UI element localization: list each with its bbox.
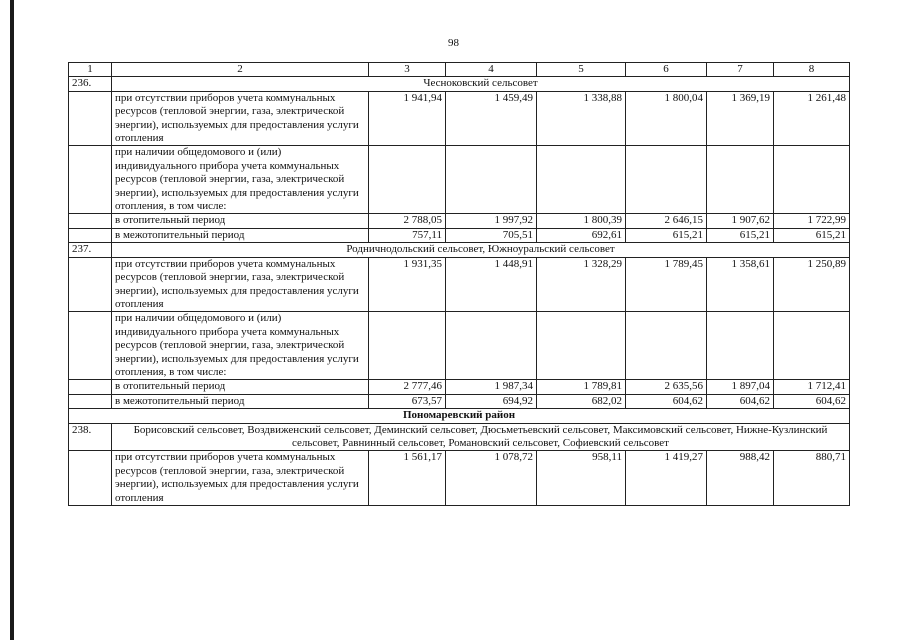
section-number: 238.	[69, 423, 112, 451]
table-cell: 880,71	[774, 451, 850, 506]
page-number: 98	[448, 37, 459, 49]
table-cell: 2 646,15	[626, 214, 707, 228]
table-cell: 1 800,39	[537, 214, 626, 228]
header-cell: 1	[69, 63, 112, 77]
table-cell: 1 261,48	[774, 91, 850, 146]
section-title-row	[69, 243, 850, 257]
table-row	[69, 214, 850, 228]
row-label: при отсутствии приборов учета коммунальных ресурсов (тепловой энергии, газа, электрической энергии), используемых для предоставления услуги отопления	[112, 451, 369, 506]
row-label: в межотопительный период	[112, 394, 369, 408]
table-cell: 604,62	[707, 394, 774, 408]
table-cell: 988,42	[707, 451, 774, 506]
tariff-table	[68, 62, 850, 506]
header-cell: 7	[707, 63, 774, 77]
row-label: при наличии общедомового и (или) индивидуального прибора учета коммунальных ресурсов (тепловой энергии, газа, электрической энергии), используемых для предоставления услуги отопления, в том числе:	[112, 146, 369, 214]
table-cell: 2 777,46	[369, 380, 446, 394]
section-title: Чесноковский сельсовет	[112, 77, 850, 91]
table-row	[69, 394, 850, 408]
header-cell: 6	[626, 63, 707, 77]
table-row	[69, 312, 850, 380]
table-cell: 604,62	[626, 394, 707, 408]
table-cell: 1 358,61	[707, 257, 774, 312]
header-cell: 2	[112, 63, 369, 77]
table-cell: 1 078,72	[446, 451, 537, 506]
section-number: 236.	[69, 77, 112, 91]
table-cell: 958,11	[537, 451, 626, 506]
table-cell: 1 722,99	[774, 214, 850, 228]
table-cell: 705,51	[446, 228, 537, 242]
row-label: в отопительный период	[112, 380, 369, 394]
table-cell: 1 250,89	[774, 257, 850, 312]
table-cell: 694,92	[446, 394, 537, 408]
table-cell: 1 789,45	[626, 257, 707, 312]
table-cell: 1 997,92	[446, 214, 537, 228]
district-row	[69, 409, 850, 423]
table-row	[69, 146, 850, 214]
table-cell: 1 789,81	[537, 380, 626, 394]
table-cell: 1 907,62	[707, 214, 774, 228]
table-row	[69, 380, 850, 394]
table-cell: 1 561,17	[369, 451, 446, 506]
row-label: в отопительный период	[112, 214, 369, 228]
table-row	[69, 257, 850, 312]
header-cell: 4	[446, 63, 537, 77]
header-cell: 8	[774, 63, 850, 77]
table-cell: 615,21	[707, 228, 774, 242]
table-cell: 2 635,56	[626, 380, 707, 394]
table-cell: 692,61	[537, 228, 626, 242]
table-row	[69, 228, 850, 242]
header-cell: 3	[369, 63, 446, 77]
table-cell: 1 931,35	[369, 257, 446, 312]
row-label: при отсутствии приборов учета коммунальных ресурсов (тепловой энергии, газа, электрической энергии), используемых для предоставления услуги отопления	[112, 91, 369, 146]
table-cell: 1 338,88	[537, 91, 626, 146]
table-cell: 1 800,04	[626, 91, 707, 146]
table-cell: 604,62	[774, 394, 850, 408]
table-cell: 1 987,34	[446, 380, 537, 394]
row-label: при наличии общедомового и (или) индивидуального прибора учета коммунальных ресурсов (тепловой энергии, газа, электрической энергии), используемых для предоставления услуги отопления, в том числе:	[112, 312, 369, 380]
table-row	[69, 91, 850, 146]
header-cell: 5	[537, 63, 626, 77]
scan-edge	[10, 0, 14, 640]
section-title-row	[69, 77, 850, 91]
table-cell: 673,57	[369, 394, 446, 408]
section-title: Борисовский сельсовет, Воздвиженский сельсовет, Деминский сельсовет, Дюсьметьевский сельсовет, Максимовский сельсовет, Нижне-Кузлинский сельсовет, Равнинный сельсовет, Романовский сельсовет, Софиевский сельсовет	[112, 423, 850, 451]
table-cell: 1 328,29	[537, 257, 626, 312]
table-cell: 1 419,27	[626, 451, 707, 506]
district-title: Пономаревский район	[69, 409, 850, 423]
header-row	[69, 63, 850, 77]
table-cell: 757,11	[369, 228, 446, 242]
table-cell: 615,21	[774, 228, 850, 242]
section-title: Родничнодольский сельсовет, Южноуральский сельсовет	[112, 243, 850, 257]
table-cell: 1 941,94	[369, 91, 446, 146]
table-cell: 2 788,05	[369, 214, 446, 228]
row-label: при отсутствии приборов учета коммунальных ресурсов (тепловой энергии, газа, электрической энергии), используемых для предоставления услуги отопления	[112, 257, 369, 312]
table-cell: 1 712,41	[774, 380, 850, 394]
table-cell: 1 459,49	[446, 91, 537, 146]
section-title-row	[69, 423, 850, 451]
section-number: 237.	[69, 243, 112, 257]
table-cell: 615,21	[626, 228, 707, 242]
row-label: в межотопительный период	[112, 228, 369, 242]
table-cell: 682,02	[537, 394, 626, 408]
table-cell: 1 448,91	[446, 257, 537, 312]
table-cell: 1 897,04	[707, 380, 774, 394]
table-cell: 1 369,19	[707, 91, 774, 146]
table-row	[69, 451, 850, 506]
